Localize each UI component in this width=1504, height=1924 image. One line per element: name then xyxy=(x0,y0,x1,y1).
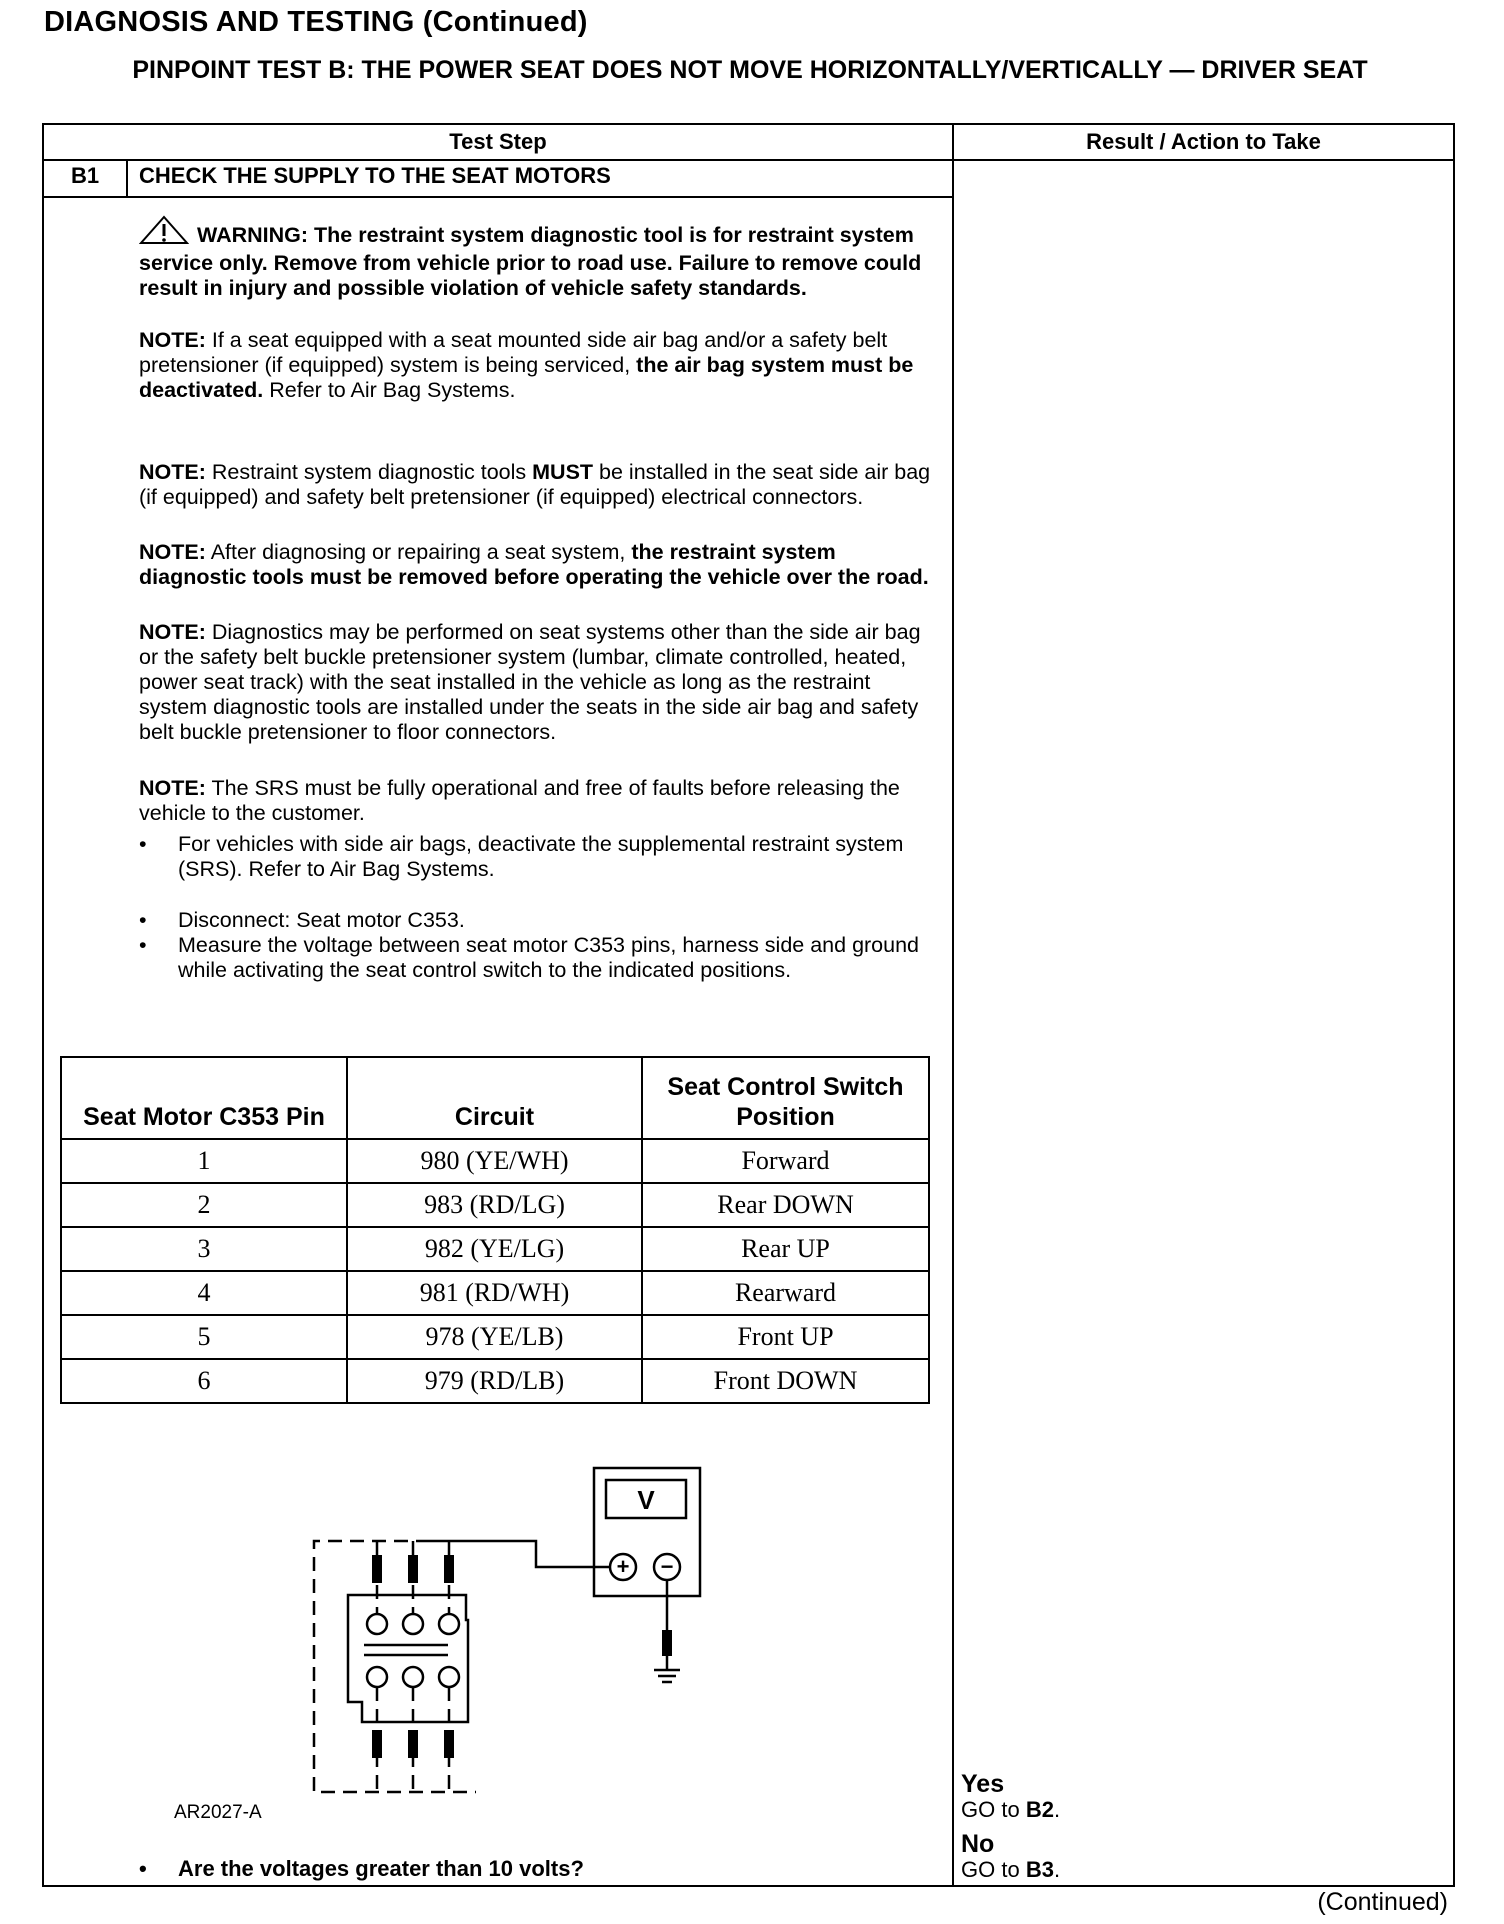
figure-label: AR2027-A xyxy=(174,1802,262,1823)
bullet-item: • For vehicles with side air bags, deactivate the supplemental restraint system (SRS). Refer to Air Bag Systems. xyxy=(139,832,904,881)
step-row-divider xyxy=(42,196,954,198)
note-1: NOTE: If a seat equipped with a seat mounted side air bag and/or a safety belt pretensioner (if equipped) system is being serviced, the air bag system must be deactivated. Refer to Air Bag Systems. xyxy=(139,328,914,402)
circuit-column-header: Circuit xyxy=(347,1057,642,1139)
note-5: NOTE: The SRS must be fully operational and free of faults before releasing the vehicle to the customer. xyxy=(139,776,900,825)
bullet-item: • Measure the voltage between seat motor C353 pins, harness side and ground while activating the seat control switch to the indicated positions. xyxy=(139,933,920,982)
go-to-b3-link[interactable]: B3 xyxy=(1025,1857,1054,1882)
pinpoint-test-title: PINPOINT TEST B: THE POWER SEAT DOES NOT MOVE HORIZONTALLY/VERTICALLY — DRIVER SEAT xyxy=(132,56,1368,84)
bullet-item: • Disconnect: Seat motor C353. xyxy=(139,908,465,932)
step-title: CHECK THE SUPPLY TO THE SEAT MOTORS xyxy=(139,163,611,188)
voltmeter-symbol: V xyxy=(637,1485,655,1515)
table-row: 3 982 (YE/LG) Rear UP xyxy=(61,1227,929,1271)
warning-triangle-icon xyxy=(139,215,189,251)
column-divider xyxy=(952,123,954,1887)
no-label: No xyxy=(961,1830,995,1858)
page-header: DIAGNOSIS AND TESTING (Continued) xyxy=(44,6,588,38)
plus-sign: + xyxy=(616,1554,630,1579)
pin-table xyxy=(60,1056,930,1404)
table-row: 4 981 (RD/WH) Rearward xyxy=(61,1271,929,1315)
table-row: 1 980 (YE/WH) Forward xyxy=(61,1139,929,1183)
step-id: B1 xyxy=(70,163,100,188)
note-2: NOTE: Restraint system diagnostic tools MUST be installed in the seat side air bag (if equipped) and safety belt pretensioner (if equipped) electrical connectors. xyxy=(139,460,931,509)
table-row: 2 983 (RD/LG) Rear DOWN xyxy=(61,1183,929,1227)
note-3: NOTE: After diagnosing or repairing a seat system, the restraint system diagnostic tools must be removed before operating the vehicle over the road. xyxy=(139,540,929,589)
continued-label: (Continued) xyxy=(1317,1888,1448,1916)
yes-label: Yes xyxy=(961,1770,1005,1798)
minus-sign: − xyxy=(660,1554,674,1579)
result-no: No GO to B3. xyxy=(961,1830,1061,1882)
position-column-header: Seat Control Switch Position xyxy=(642,1057,929,1139)
header-row-divider xyxy=(42,159,1455,161)
go-to-b2-link[interactable]: B2 xyxy=(1025,1797,1054,1822)
result-yes: Yes GO to B2. xyxy=(961,1770,1061,1822)
result-header: Result / Action to Take xyxy=(1086,129,1321,154)
test-step-header: Test Step xyxy=(449,129,547,154)
table-row: 5 978 (YE/LB) Front UP xyxy=(61,1315,929,1359)
voltmeter-test-diagram xyxy=(300,1460,720,1810)
test-question: • Are the voltages greater than 10 volts? xyxy=(139,1856,584,1881)
warning-text xyxy=(139,215,939,301)
note-4: NOTE: Diagnostics may be performed on seat systems other than the side air bag or the safety belt buckle pretensioner system (lumbar, climate controlled, heated, power seat track) with the seat installed in the vehicle as long as the restraint system diagnostic tools are installed under the seats in the side air bag and safety belt buckle pretensioner to floor connectors. xyxy=(139,620,921,744)
pin-column-header: Seat Motor C353 Pin xyxy=(61,1057,347,1139)
warning-body: WARNING: The restraint system diagnostic tool is for restraint system service only. Remove from vehicle prior to road use. Failure to remove could result in injury and possible violation of vehicle safety standards. xyxy=(139,223,922,300)
table-row: 6 979 (RD/LB) Front DOWN xyxy=(61,1359,929,1403)
step-id-divider xyxy=(126,159,128,198)
